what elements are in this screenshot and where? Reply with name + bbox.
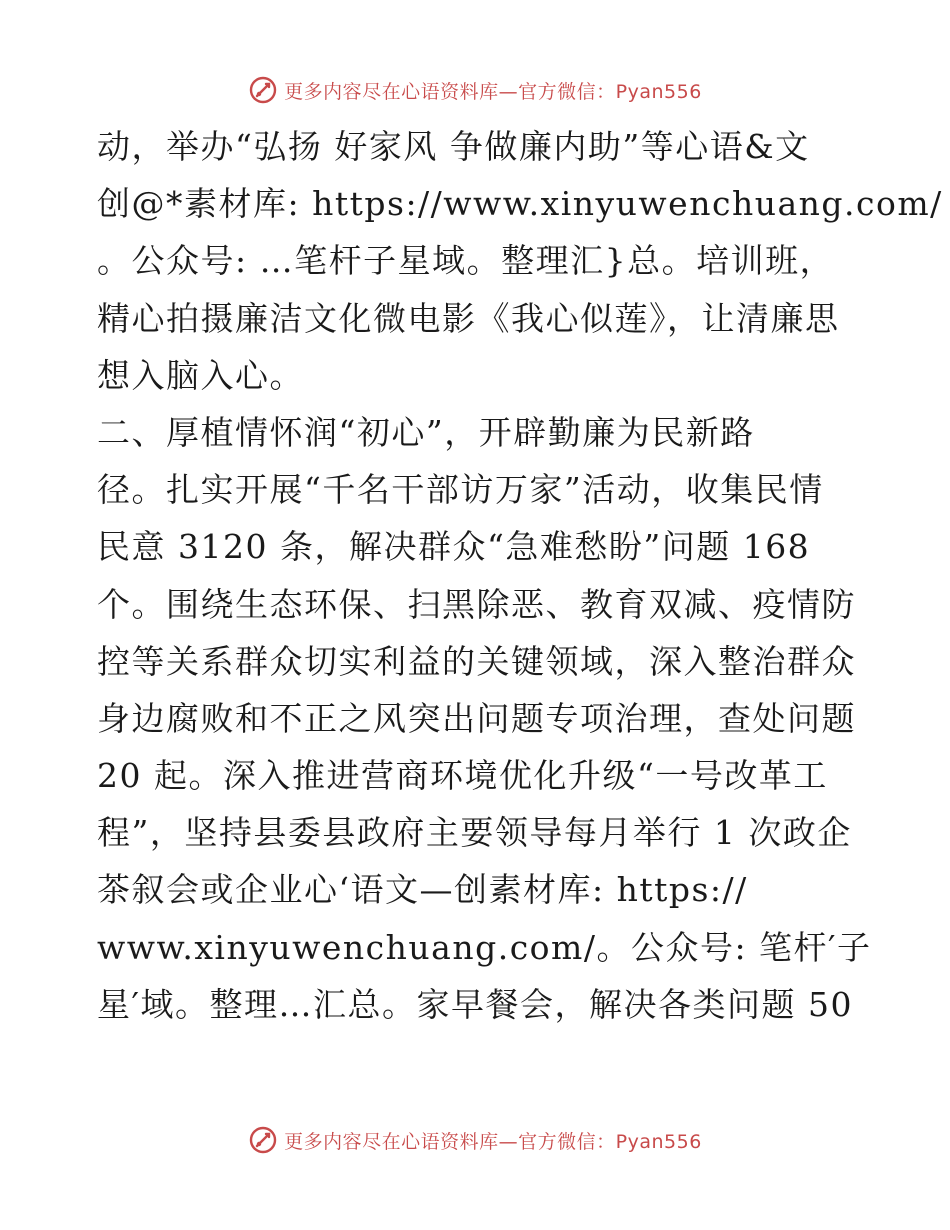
text-line: 20 起。深入推进营商环境优化升级“一号改革工 [97, 756, 828, 796]
watermark-text: 更多内容尽在心语资料库—官方微信：Pyan556 [284, 1130, 702, 1153]
footer-watermark [0, 1120, 950, 1160]
document-body [97, 118, 943, 1033]
text-line: 想入脑入心。 [97, 355, 304, 395]
text-line: 身边腐败和不正之风突出问题专项治理，查处问题 [97, 698, 856, 738]
text-line: 精心拍摄廉洁文化微电影《我心似莲》，让清廉思 [97, 298, 840, 338]
brand-logo-icon [248, 75, 278, 105]
text-line: www.xinyuwenchuang.com/。公众号: 笔杆′子 [97, 927, 872, 967]
text-line: 民意 3120 条，解决群众“急难愁盼”问题 168 [97, 527, 811, 567]
text-line: 创@*素材库: https://www.xinyuwenchuang.com/ [97, 184, 943, 224]
header-watermark [0, 70, 950, 110]
text-line: 控等关系群众切实利益的关键领域，深入整治群众 [97, 641, 856, 681]
text-line: 茶叙会或企业心‘语文—创素材库: https:// [97, 870, 748, 910]
text-line: 径。扎实开展“千名干部访万家”活动，收集民情 [97, 470, 824, 510]
text-line: 程”，坚持县委县政府主要领导每月举行 1 次政企 [97, 813, 852, 853]
section-heading-line: 二、厚植情怀润“初心”，开辟勤廉为民新路 [97, 412, 755, 452]
text-line: 动，举办“弘扬 好家风 争做廉内助”等心语&文 [97, 127, 810, 166]
text-line: 。公众号: …笔杆子星域。整理汇}总。培训班， [97, 241, 835, 281]
text-line: 星′域。整理…汇总。家早餐会，解决各类问题 50 [97, 984, 853, 1024]
brand-logo-icon [248, 1125, 278, 1155]
text-line: 个。围绕生态环保、扫黑除恶、教育双减、疫情防 [97, 584, 856, 624]
watermark-text: 更多内容尽在心语资料库—官方微信：Pyan556 [284, 80, 702, 103]
